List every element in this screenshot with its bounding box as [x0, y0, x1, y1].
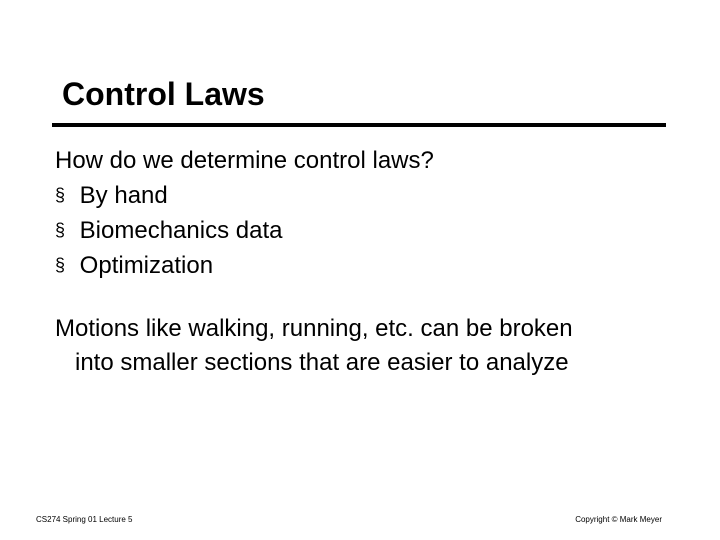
bullet-item: [55, 213, 675, 248]
paragraph-line: into smaller sections that are easier to analyze: [75, 349, 569, 376]
bullet-marker-icon: §: [55, 255, 66, 275]
question-text: How do we determine control laws?: [55, 147, 434, 174]
slide-body: [55, 144, 675, 283]
slide-title: Control Laws: [62, 76, 265, 112]
bullet-text: By hand: [79, 182, 168, 209]
bullet-text: Optimization: [79, 252, 214, 279]
bullet-marker-icon: §: [55, 185, 66, 205]
bullet-item: [55, 178, 675, 213]
bullet-item: [55, 248, 675, 283]
bullet-marker-icon: §: [55, 220, 66, 240]
footer-copyright: Copyright © Mark Meyer: [575, 515, 662, 524]
footer-course-label: CS274 Spring 01 Lecture 5: [36, 515, 133, 524]
paragraph-line: Motions like walking, running, etc. can be broken: [55, 315, 573, 342]
bullet-list: [55, 178, 675, 283]
bullet-text: Biomechanics data: [79, 217, 283, 244]
summary-paragraph: [55, 312, 675, 380]
title-divider: [52, 123, 666, 127]
